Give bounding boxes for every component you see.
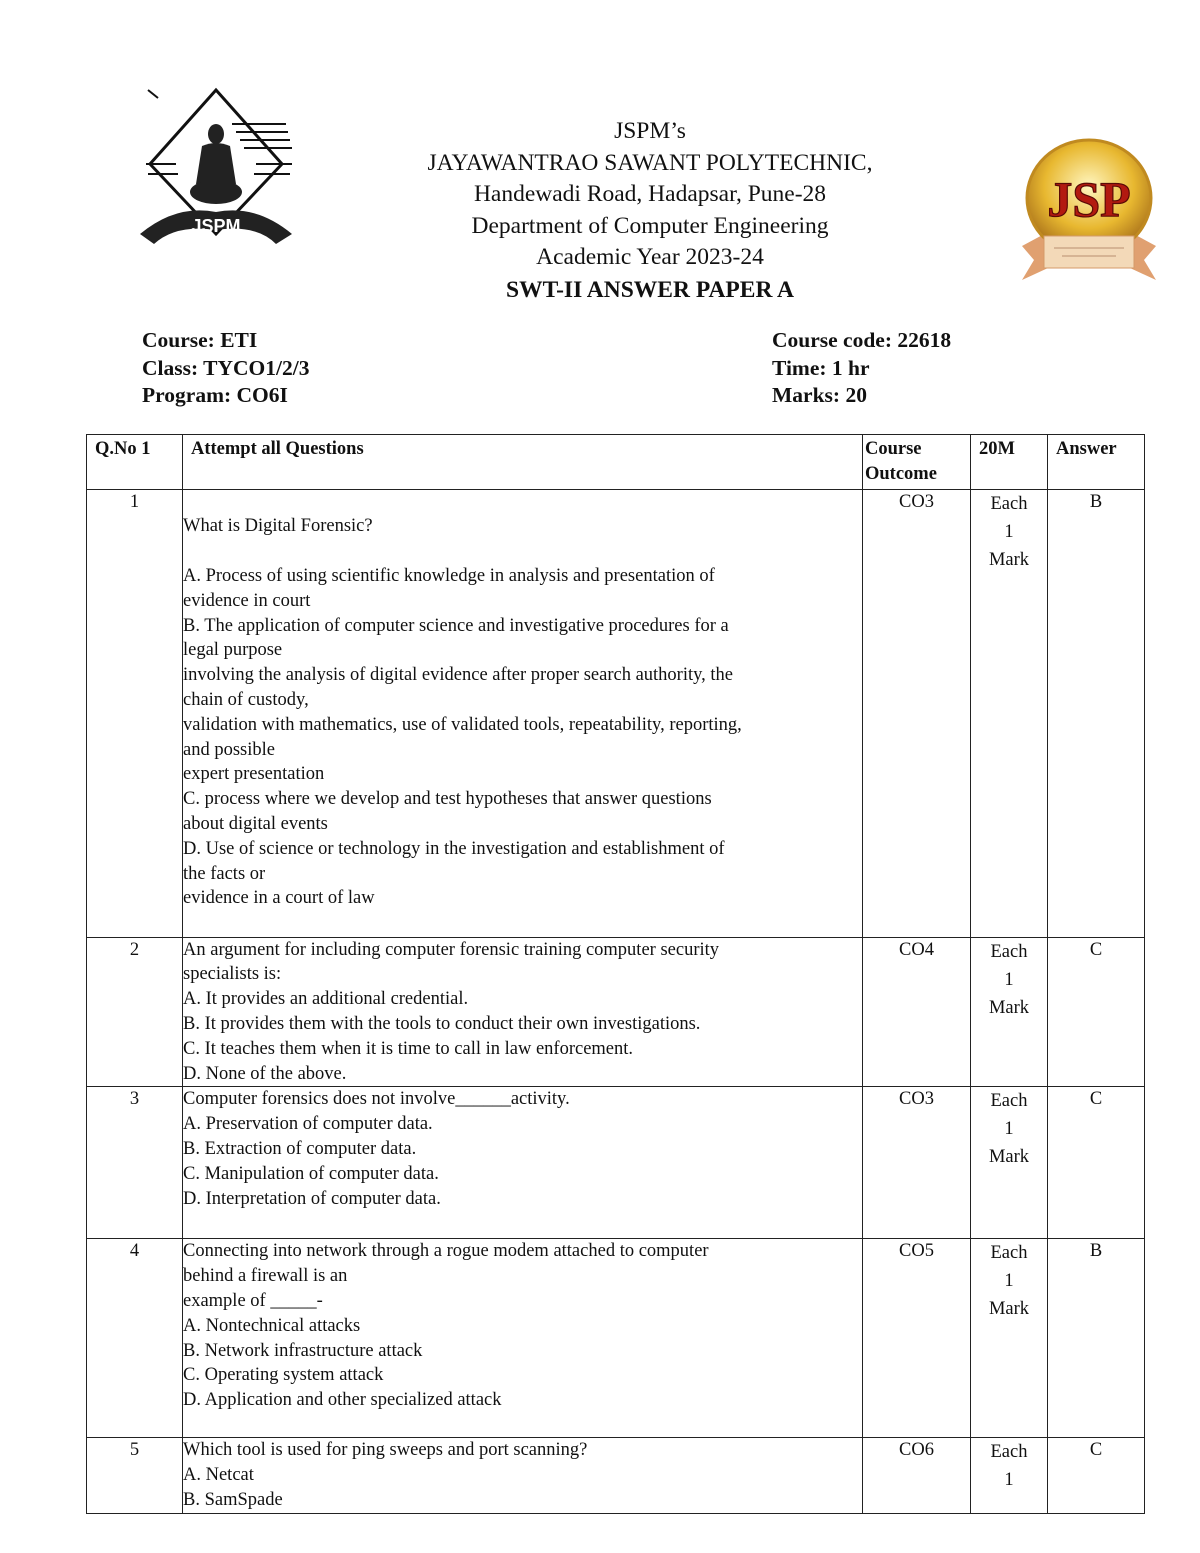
header-marks: 20M <box>971 435 1048 490</box>
course-outcome: CO3 <box>863 489 971 937</box>
question-line: specialists is: <box>183 964 282 985</box>
question-line: B. It provides them with the tools to conduct their own investigations. <box>183 1013 701 1034</box>
exam-time: Time: 1 hr <box>772 355 870 380</box>
question-line: A. Netcat <box>183 1465 254 1486</box>
total-marks: Marks: 20 <box>772 383 867 407</box>
question-text <box>183 1087 863 1239</box>
question-text <box>183 489 863 937</box>
marks-text: 1 <box>1004 1470 1014 1491</box>
table-row <box>87 1087 1145 1239</box>
header-qno: Q.No 1 <box>87 435 183 490</box>
question-line: behind a firewall is an <box>183 1266 348 1287</box>
answer-key: C <box>1048 937 1145 1087</box>
table-row <box>87 1438 1145 1514</box>
question-number: 1 <box>87 489 183 937</box>
course-outcome: CO5 <box>863 1239 971 1438</box>
question-line: A. Preservation of computer data. <box>183 1114 433 1135</box>
answer-table <box>86 434 1145 1514</box>
marks-cell <box>971 1239 1048 1438</box>
course-name: Course: ETI <box>142 328 258 352</box>
question-line: expert presentation <box>183 764 325 785</box>
question-line: example of _____- <box>183 1290 323 1311</box>
marks-text: Mark <box>988 1147 1030 1168</box>
institution-header <box>300 116 1000 306</box>
marks-text: Mark <box>988 549 1030 570</box>
table-header-row <box>87 435 1145 490</box>
question-line: and possible <box>183 739 275 760</box>
jspm-emblem-logo <box>136 84 296 254</box>
header-department: Department of Computer Engineering <box>471 212 829 239</box>
question-line: C. It teaches them when it is time to call in law enforcement. <box>183 1038 634 1059</box>
jspm-logo-text: JSPM <box>191 216 241 236</box>
marks-cell <box>971 489 1048 937</box>
question-number: 5 <box>87 1438 183 1514</box>
question-line: chain of custody, <box>183 689 309 710</box>
question-line: D. Use of science or technology in the investigation and establishment of <box>183 838 725 859</box>
marks-text: Each <box>990 1442 1028 1463</box>
course-outcome: CO6 <box>863 1438 971 1514</box>
jsp-logo-text: JSP <box>1047 171 1131 227</box>
header-address: Handewadi Road, Hadapsar, Pune-28 <box>473 181 827 207</box>
question-line: Computer forensics does not involve______activity. <box>183 1089 570 1110</box>
question-line: B. Network infrastructure attack <box>183 1340 423 1361</box>
marks-cell <box>971 1087 1048 1239</box>
question-line: Which tool is used for ping sweeps and port scanning? <box>183 1440 588 1461</box>
question-number: 3 <box>87 1087 183 1239</box>
question-line: validation with mathematics, use of validated tools, repeatability, reporting, <box>183 714 742 735</box>
question-number: 4 <box>87 1239 183 1438</box>
question-line: What is Digital Forensic? <box>183 516 373 537</box>
marks-text: Each <box>990 493 1028 514</box>
marks-text: Mark <box>988 1299 1030 1320</box>
course-code: Course code: 22618 <box>772 328 952 352</box>
header-course-outcome: Course Outcome <box>863 435 971 490</box>
marks-text: 1 <box>1004 1271 1014 1292</box>
question-text <box>183 1239 863 1438</box>
question-line: legal purpose <box>183 640 283 661</box>
course-info-right <box>772 327 951 410</box>
question-line: C. process where we develop and test hypotheses that answer questions <box>183 789 712 810</box>
marks-text: 1 <box>1004 969 1014 990</box>
question-line: D. Interpretation of computer data. <box>183 1188 441 1209</box>
table-row <box>87 489 1145 937</box>
question-text <box>183 937 863 1087</box>
header-academic-year: Academic Year 2023-24 <box>536 244 764 270</box>
question-line: D. None of the above. <box>183 1063 347 1084</box>
question-number: 2 <box>87 937 183 1087</box>
answer-key: C <box>1048 1087 1145 1239</box>
question-line: involving the analysis of digital evidence after proper search authority, the <box>183 665 734 686</box>
answer-key: B <box>1048 489 1145 937</box>
course-outcome: CO3 <box>863 1087 971 1239</box>
question-line: C. Operating system attack <box>183 1365 384 1386</box>
header-jspm: JSPM’s <box>614 118 686 144</box>
question-line <box>183 490 862 515</box>
question-text <box>183 1438 863 1514</box>
question-line: A. Nontechnical attacks <box>183 1315 361 1336</box>
question-line: B. Extraction of computer data. <box>183 1138 417 1159</box>
question-line <box>183 539 862 564</box>
question-line: A. It provides an additional credential. <box>183 989 469 1010</box>
marks-text: Mark <box>988 997 1030 1018</box>
table-row <box>87 937 1145 1087</box>
question-line: B. SamSpade <box>183 1489 283 1510</box>
question-line: D. Application and other specialized attack <box>183 1390 502 1411</box>
question-line: B. The application of computer science and investigative procedures for a <box>183 615 729 636</box>
program-name: Program: CO6I <box>142 383 288 407</box>
marks-text: Each <box>990 1091 1028 1112</box>
marks-text: 1 <box>1004 1119 1014 1140</box>
header-institution-name: JAYAWANTRAO SAWANT POLYTECHNIC, <box>427 149 873 176</box>
paper-title: SWT-II ANSWER PAPER A <box>506 276 794 303</box>
answer-key: C <box>1048 1438 1145 1514</box>
question-line: the facts or <box>183 863 266 884</box>
course-info-left <box>142 327 309 410</box>
jsp-logo <box>1018 136 1160 284</box>
table-row <box>87 1239 1145 1438</box>
class-name: Class: TYCO1/2/3 <box>142 355 310 380</box>
question-line: evidence in a court of law <box>183 888 375 909</box>
marks-cell <box>971 937 1048 1087</box>
question-line: about digital events <box>183 813 328 834</box>
course-outcome: CO4 <box>863 937 971 1087</box>
question-line: Connecting into network through a rogue modem attached to computer <box>183 1241 709 1262</box>
answer-key: B <box>1048 1239 1145 1438</box>
marks-text: Each <box>990 941 1028 962</box>
question-line: An argument for including computer forensic training computer security <box>183 939 720 960</box>
marks-cell <box>971 1438 1048 1514</box>
question-line: evidence in court <box>183 590 311 611</box>
marks-text: 1 <box>1004 521 1014 542</box>
marks-text: Each <box>990 1243 1028 1264</box>
question-line: C. Manipulation of computer data. <box>183 1163 439 1184</box>
header-question: Attempt all Questions <box>183 435 863 490</box>
question-line: A. Process of using scientific knowledge in analysis and presentation of <box>183 565 715 586</box>
header-answer: Answer <box>1048 435 1145 490</box>
